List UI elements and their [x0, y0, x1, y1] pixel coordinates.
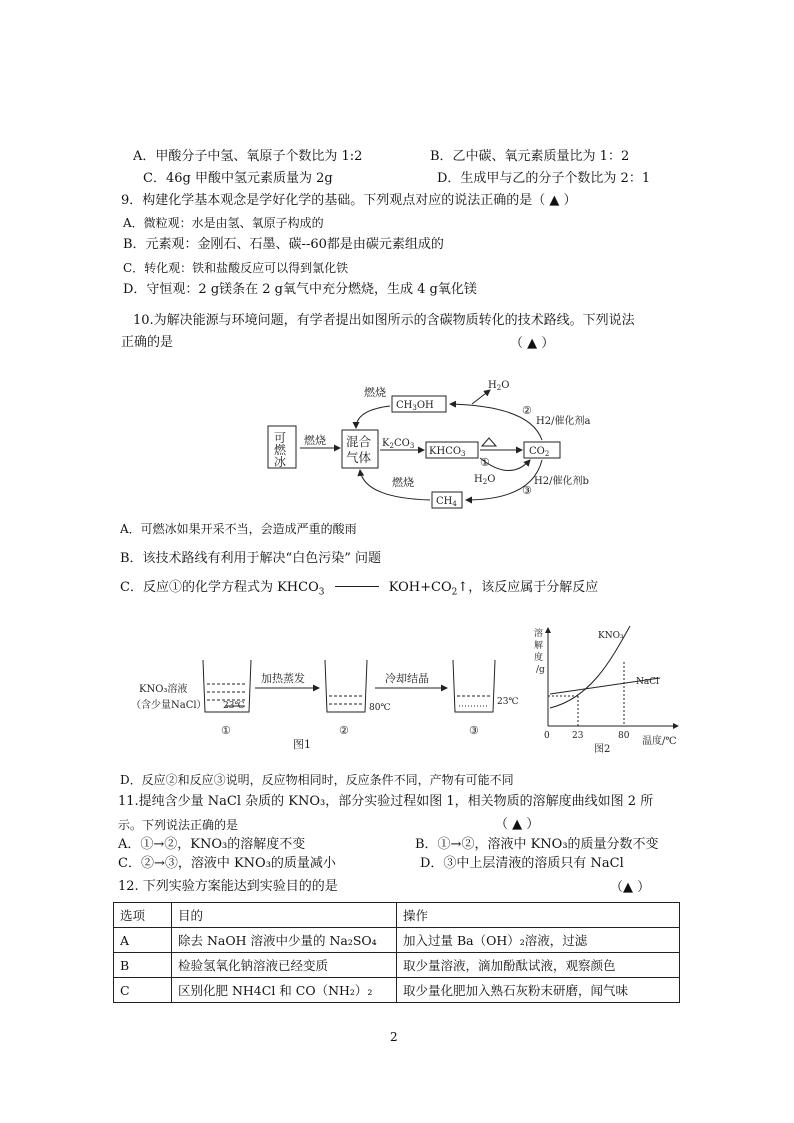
y-axis-label-4: /g [536, 665, 545, 675]
row-c-purpose: 区别化肥 NH4Cl 和 CO（NH₂）₂ [172, 978, 397, 1003]
khco3-label: $KHCO_3$ [429, 446, 466, 458]
q10-option-b: B．该技术路线有利用于解决“白色污染” 问题 [120, 551, 381, 566]
y-axis-label-2: 解 [534, 641, 544, 651]
row-b-option: B [114, 953, 172, 978]
catalyst-b-label: H2/催化剂b [534, 476, 589, 487]
figure-2-caption: 图2 [594, 744, 611, 755]
x-tick-0: 0 [544, 731, 550, 741]
q12-answer-blank: （▲ ） [610, 880, 651, 895]
q12-options-table [113, 902, 680, 1003]
q11-option-b: B．①→②，溶液中 KNO₃的质量分数不变 [415, 837, 659, 852]
row-c-option: C [114, 978, 172, 1003]
temp-1-label: 23℃ [223, 701, 245, 711]
q9-option-c: C．转化观：铁和盐酸反应可以得到氯化铁 [123, 261, 349, 275]
q10-option-c-tail: ↑，该反应属于分解反应 [457, 580, 599, 595]
y-axis-label-3: 度 [534, 653, 544, 663]
q9-option-b: B．元素观：金刚石、石墨、碳--60都是由碳元素组成的 [123, 237, 444, 252]
row-a-purpose: 除去 NaOH 溶液中少量的 Na₂SO₄ [172, 928, 397, 953]
burn-label-3: 燃烧 [392, 476, 414, 489]
nacl-series-label: NaCl [636, 677, 660, 687]
q11-option-a: A．①→②，KNO₃的溶解度不变 [118, 837, 306, 852]
burn-label-2: 燃烧 [364, 386, 386, 399]
co2-label: $CO_2$ [529, 446, 550, 458]
kerang-label-1: 可 [274, 431, 287, 445]
row-b-purpose: 检验氢氧化钠溶液已经变质 [172, 953, 397, 978]
row-a-operation: 加入过量 Ba（OH）₂溶液，过滤 [397, 928, 680, 953]
row-c-operation: 取少量化肥加入熟石灰粉末研磨，闻气味 [397, 978, 680, 1003]
beaker-3-marker: ③ [469, 724, 479, 737]
row-b-operation: 取少量溶液，滴加酚酞试液，观察颜色 [397, 953, 680, 978]
kerang-label-2: 燃 [274, 443, 287, 457]
q8-option-d: D．生成甲与乙的分子个数比为 2：1 [437, 171, 651, 186]
header-option: 选项 [114, 903, 172, 928]
step-cool-crystallize: 冷却结晶 [385, 672, 429, 685]
h2o-label-2: $H_2O$ [488, 380, 510, 392]
q12-stem: 12. 下列实验方案能达到实验目的的是 [118, 879, 338, 894]
carbon-conversion-diagram [260, 370, 620, 520]
burn-label-1: 燃烧 [304, 434, 326, 447]
q10-stem-line1: 10.为解决能源与环境问题，有学者提出如图所示的含碳物质转化的技术路线。下列说法 [133, 313, 635, 328]
reaction-1-marker: ① [480, 456, 490, 469]
table-header-row [114, 903, 680, 928]
nacl-impurity-label: （含少量NaCl） [131, 700, 207, 711]
x-tick-23: 23 [572, 731, 584, 741]
x-tick-80: 80 [618, 731, 630, 741]
beaker-1-marker: ① [221, 724, 231, 737]
kno3-series-label: KNO₃ [598, 631, 624, 641]
header-operation: 操作 [397, 903, 680, 928]
page-number: 2 [390, 1030, 398, 1044]
temp-3-label: 23℃ [497, 697, 519, 707]
q10-option-a: A．可燃冰如果开采不当，会造成严重的酸雨 [120, 522, 357, 536]
beaker-2-marker: ② [339, 724, 349, 737]
q11-option-c: C．②→③，溶液中 KNO₃的质量减小 [118, 856, 336, 871]
q10-option-c-post: KOH+CO [388, 580, 452, 595]
q11-stem-line1: 11.提纯含少量 NaCl 杂质的 KNO₃，部分实验过程如图 1，相关物质的溶解度曲线如图 2 所 [118, 794, 654, 809]
y-axis-label-1: 溶 [534, 629, 544, 639]
q10-answer-blank: （ ▲ ） [510, 336, 555, 351]
q8-option-a: A．甲酸分子中氢、氧原子个数比为 1:2 [133, 149, 363, 164]
q9-stem: 9．构建化学基本观念是学好化学的基础。下列观点对应的说法正确的是（ ▲ ） [121, 193, 577, 208]
q8-option-c: C．46g 甲酸中氢元素质量为 2g [143, 171, 333, 186]
reaction-2-marker: ② [522, 404, 532, 417]
ch3oh-label: $CH_3OH$ [396, 400, 434, 412]
step-heat-evaporate: 加热蒸发 [261, 672, 305, 685]
q11-answer-blank: （ ▲ ） [495, 817, 540, 832]
kerang-label-3: 冰 [274, 455, 287, 469]
heat-symbol [335, 586, 379, 587]
header-purpose: 目的 [172, 903, 397, 928]
q10-stem-line2: 正确的是 [121, 335, 174, 350]
temp-2-label: 80℃ [369, 703, 391, 713]
ch4-label: $CH_4$ [436, 496, 457, 508]
q9-option-a: A．微粒观：水是由氢、氧原子构成的 [123, 216, 324, 230]
mixgas-label-1: 混合 [346, 434, 372, 449]
table-row [114, 953, 680, 978]
figure-1-caption: 图1 [293, 738, 311, 751]
k2co3-label: $K_2CO_3$ [382, 438, 415, 450]
mixgas-label-2: 气体 [346, 450, 372, 465]
table-row [114, 928, 680, 953]
q10-option-d: D．反应②和反应③说明，反应物相同时，反应条件不同，产物有可能不同 [120, 773, 514, 787]
figure-2-solubility-chart [530, 622, 690, 762]
q10-option-c: C．反应①的化学方程式为 $KHCO_3$ $KOH+CO_2↑$，该反应属于分解反应 [120, 580, 599, 598]
reaction-3-marker: ③ [522, 484, 532, 497]
q11-stem-line2: 示。下列说法正确的是 [118, 818, 239, 832]
figure-1-experiment [125, 650, 535, 755]
row-a-option: A [114, 928, 172, 953]
q8-option-b: B．乙中碳、氧元素质量比为 1：2 [430, 149, 630, 164]
catalyst-a-label: H2/催化剂a [536, 416, 591, 427]
h2o-label-1: $H_2O$ [474, 474, 496, 486]
table-row [114, 978, 680, 1003]
x-axis-label: 温度/℃ [642, 736, 677, 747]
kno3-solution-label: KNO₃溶液 [139, 684, 188, 695]
q10-option-c-pre: C．反应①的化学方程式为 KHCO [120, 580, 319, 595]
q9-option-d: D．守恒观：2 g镁条在 2 g氧气中充分燃烧，生成 4 g氧化镁 [123, 282, 477, 297]
q11-option-d: D．③中上层清液的溶质只有 NaCl [420, 856, 624, 871]
